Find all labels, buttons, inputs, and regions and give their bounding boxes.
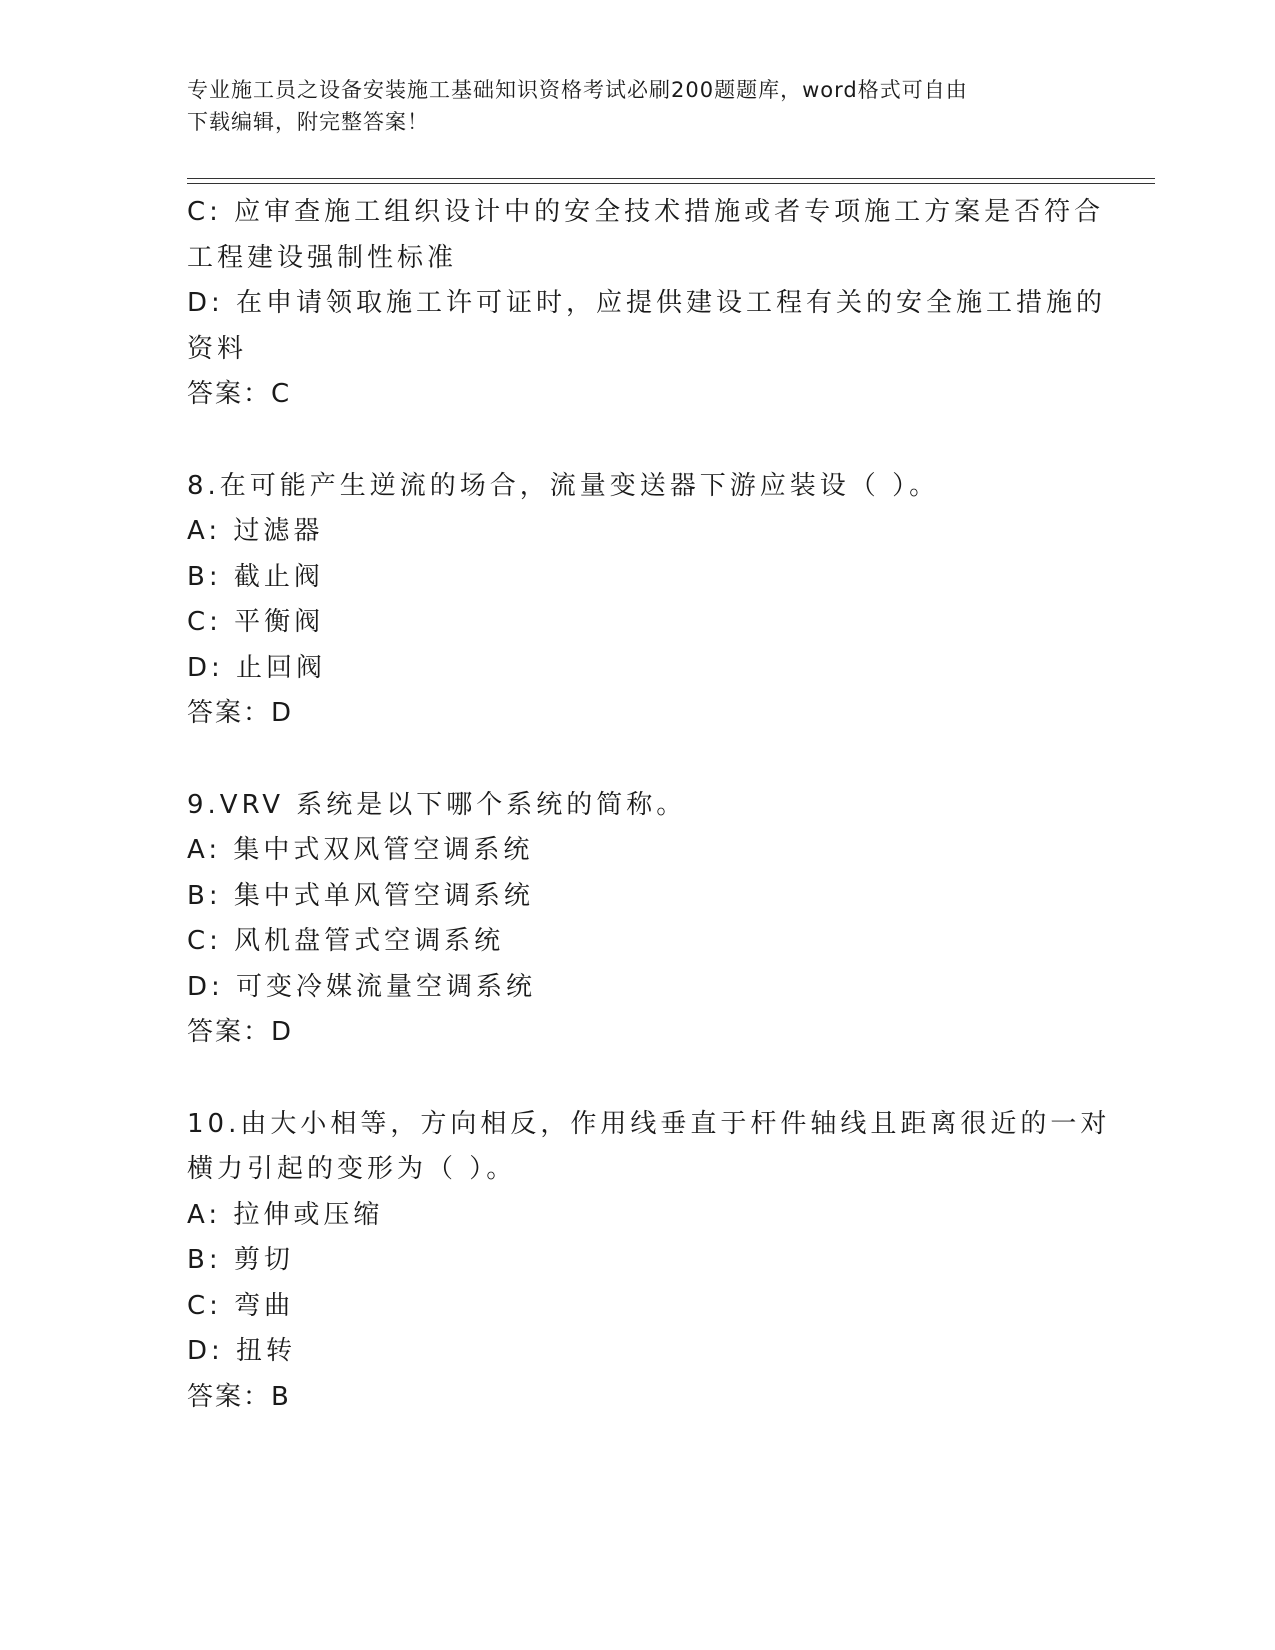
header-divider-bottom bbox=[187, 183, 1155, 184]
spacer bbox=[187, 737, 1087, 783]
option-d: D: 扭转 bbox=[187, 1336, 297, 1366]
option-a: A: 拉伸或压缩 bbox=[187, 1199, 384, 1230]
question-stem-line-1: 10.由大小相等，方向相反，作用线垂直于杆件轴线且距离很近的一对 bbox=[187, 1108, 1111, 1139]
spacer bbox=[187, 418, 1087, 464]
option-b: B: 剪切 bbox=[187, 1245, 294, 1275]
question-stem: 9.VRV 系统是以下哪个系统的简称。 bbox=[187, 789, 687, 820]
header-divider-top bbox=[187, 178, 1155, 179]
option-b: B: 集中式单风管空调系统 bbox=[187, 880, 534, 911]
previous-question-tail bbox=[187, 190, 1107, 418]
option-b: B: 截止阀 bbox=[187, 561, 324, 592]
option-c-line-1: C: 应审查施工组织设计中的安全技术措施或者专项施工方案是否符合 bbox=[187, 197, 1105, 227]
answer-label: 答案：D bbox=[187, 698, 294, 728]
answer-label: 答案：D bbox=[187, 1017, 294, 1047]
header-title-line-1: 专业施工员之设备安装施工基础知识资格考试必刷200题题库，word格式可自由 bbox=[187, 78, 968, 102]
question-stem-line-2: 横力引起的变形为（ ）。 bbox=[187, 1154, 517, 1184]
option-c: C: 平衡阀 bbox=[187, 607, 325, 637]
answer-label: 答案：B bbox=[187, 1381, 291, 1412]
option-d-line-2: 资料 bbox=[187, 333, 248, 364]
option-d: D: 可变冷媒流量空调系统 bbox=[187, 971, 537, 1002]
option-c-line-2: 工程建设强制性标准 bbox=[187, 242, 458, 273]
question-8 bbox=[187, 464, 1087, 737]
spacer bbox=[187, 1056, 1087, 1102]
question-stem: 8.在可能产生逆流的场合，流量变送器下游应装设（ ）。 bbox=[187, 470, 940, 501]
document-header bbox=[187, 74, 1067, 138]
header-title-line-2: 下载编辑，附完整答案！ bbox=[187, 110, 429, 134]
option-a: A: 过滤器 bbox=[187, 516, 324, 546]
option-a: A: 集中式双风管空调系统 bbox=[187, 835, 534, 865]
option-c: C: 风机盘管式空调系统 bbox=[187, 926, 505, 956]
option-c: C: 弯曲 bbox=[187, 1290, 295, 1321]
option-d-line-1: D: 在申请领取施工许可证时，应提供建设工程有关的安全施工措施的 bbox=[187, 288, 1107, 318]
question-9 bbox=[187, 783, 1087, 1056]
answer-label: 答案：C bbox=[187, 379, 292, 409]
question-10 bbox=[187, 1102, 1111, 1421]
question-content bbox=[187, 190, 1111, 1420]
option-d: D: 止回阀 bbox=[187, 652, 327, 683]
